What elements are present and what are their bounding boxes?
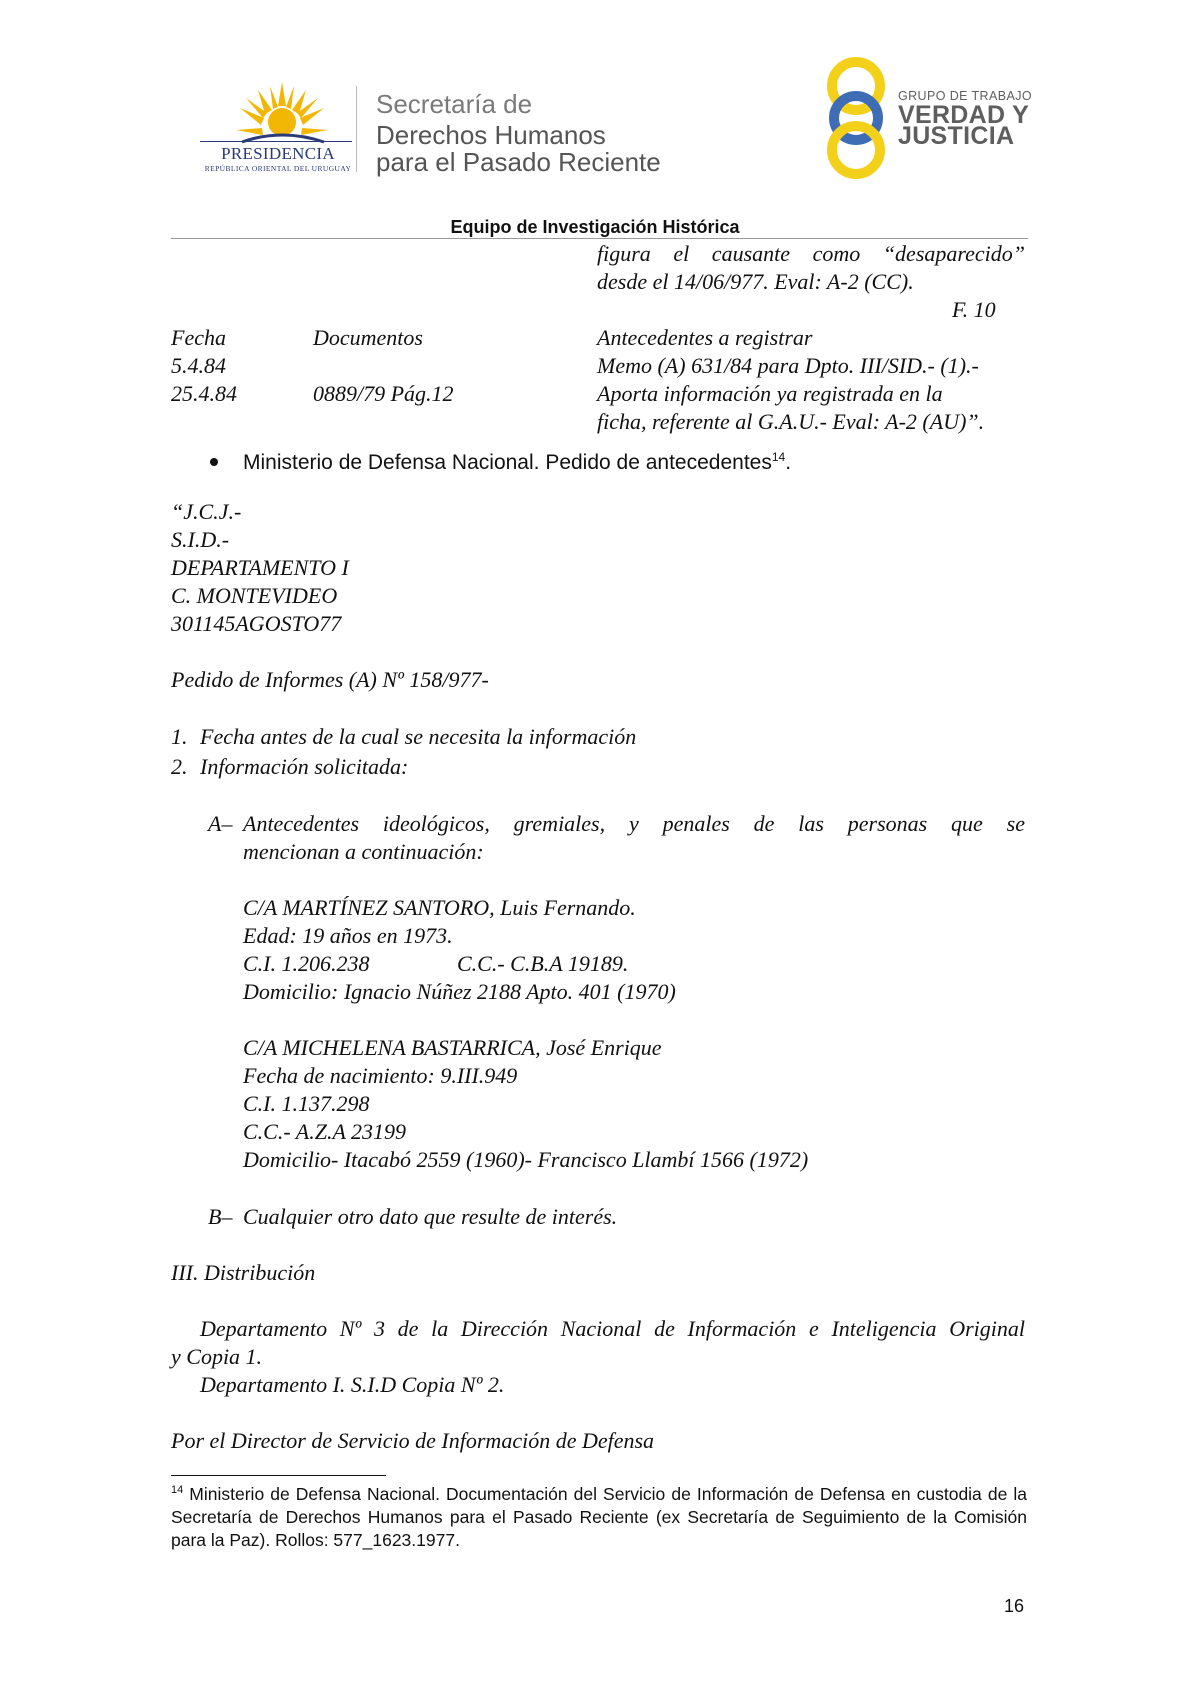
person-1-cc: C.C.- C.B.A 19189. bbox=[457, 951, 629, 976]
footnote bbox=[171, 1483, 1027, 1552]
secretaria-line-1: Secretaría de bbox=[376, 89, 533, 119]
table-header-antecedentes: Antecedentes a registrar bbox=[597, 325, 813, 350]
item-a-line-2: mencionan a continuación: bbox=[243, 839, 484, 864]
memo-line-5: 301145AGOSTO77 bbox=[171, 611, 342, 636]
memo-line-3: DEPARTAMENTO I bbox=[171, 555, 349, 580]
person-1-name: C/A MARTÍNEZ SANTORO, Luis Fernando. bbox=[243, 895, 636, 920]
numbered-2-text: Información solicitada: bbox=[200, 754, 409, 779]
signature-line: Por el Director de Servicio de Información de Defensa bbox=[171, 1428, 655, 1453]
pedido-informes: Pedido de Informes (A) Nº 158/977- bbox=[171, 667, 489, 692]
presidencia-wordmark: PRESIDENCIA bbox=[221, 144, 335, 163]
justicia-label: JUSTICIA bbox=[898, 122, 1015, 150]
table-row-1-fecha: 5.4.84 bbox=[171, 353, 226, 378]
numbered-1-text: Fecha antes de la cual se necesita la información bbox=[200, 724, 637, 749]
item-a-label: A– bbox=[208, 811, 233, 836]
bullet-heading bbox=[243, 451, 791, 475]
presidencia-rule bbox=[200, 141, 352, 142]
page-number: 16 bbox=[1004, 1596, 1025, 1616]
table-row-2-continuation: ficha, referente al G.A.U.- Eval: A-2 (AU)”. bbox=[597, 409, 985, 434]
distribution-line-2: y Copia 1. bbox=[171, 1344, 263, 1369]
bullet-text: Ministerio de Defensa Nacional. Pedido de antecedentes bbox=[243, 451, 772, 474]
bullet-dot bbox=[210, 458, 218, 466]
person-2-birth: Fecha de nacimiento: 9.III.949 bbox=[243, 1063, 518, 1088]
logo-divider bbox=[356, 86, 357, 172]
numbered-1-num: 1. bbox=[171, 724, 188, 749]
footnote-rule bbox=[171, 1475, 386, 1476]
memo-line-2: S.I.D.- bbox=[171, 527, 230, 552]
verdad-label: VERDAD Y bbox=[898, 101, 1030, 129]
header-rule bbox=[171, 238, 1028, 239]
footnote-ref[interactable]: 14 bbox=[771, 450, 786, 464]
secretaria-line-3: para el Pasado Reciente bbox=[376, 147, 661, 177]
table-row-1-antecedentes: Memo (A) 631/84 para Dpto. III/SID.- (1).- bbox=[597, 353, 979, 378]
table-row-2-antecedentes: Aporta información ya registrada en la bbox=[597, 381, 943, 406]
folio-number: F. 10 bbox=[952, 297, 996, 322]
table-header-fecha: Fecha bbox=[171, 325, 226, 350]
item-a-line-1: Antecedentes ideológicos, gremiales, y penales de las personas que se bbox=[243, 811, 1025, 836]
presidencia-sun-logo bbox=[232, 80, 332, 150]
person-2-ci: C.I. 1.137.298 bbox=[243, 1091, 370, 1116]
page-header bbox=[0, 0, 1190, 215]
footnote-number: 14 bbox=[171, 1484, 184, 1497]
person-2-address: Domicilio- Itacabó 2559 (1960)- Francisco Llambí 1566 (1972) bbox=[243, 1147, 809, 1172]
table-header-documentos: Documentos bbox=[313, 325, 423, 350]
distribution-line-3: Departamento I. S.I.D Copia Nº 2. bbox=[200, 1372, 505, 1397]
table-row-2-fecha: 25.4.84 bbox=[171, 381, 237, 406]
item-b-label: B– bbox=[208, 1204, 233, 1229]
republica-wordmark: REPÚBLICA ORIENTAL DEL URUGUAY bbox=[204, 164, 352, 173]
distribution-line-1: Departamento Nº 3 de la Dirección Nacional de Información e Inteligencia Original bbox=[200, 1316, 1025, 1341]
person-1-address: Domicilio: Ignacio Núñez 2188 Apto. 401 (1970) bbox=[243, 979, 676, 1004]
memo-line-4: C. MONTEVIDEO bbox=[171, 583, 338, 608]
person-2-name: C/A MICHELENA BASTARRICA, José Enrique bbox=[243, 1035, 662, 1060]
top-continuation-line-2: desde el 14/06/977. Eval: A-2 (CC). bbox=[597, 269, 914, 294]
memo-line-1: “J.C.J.- bbox=[171, 499, 242, 524]
grupo-trabajo-label: GRUPO DE TRABAJO bbox=[898, 89, 1032, 103]
footnote-text: Ministerio de Defensa Nacional. Documentación del Servicio de Información de Defensa en custodia de la Secretaría de Derechos Humanos para el Pasado Reciente (ex Secretaría de Seguimiento de la Comisión para la Paz). Rollos: 577_1623.1977. bbox=[171, 1484, 1027, 1550]
numbered-2-num: 2. bbox=[171, 754, 188, 779]
bullet-end: . bbox=[785, 451, 792, 474]
top-continuation-line-1: figura el causante como “desaparecido” bbox=[597, 241, 1025, 266]
distribution-title: III. Distribución bbox=[171, 1260, 316, 1285]
person-1-age: Edad: 19 años en 1973. bbox=[243, 923, 453, 948]
table-row-2-documentos: 0889/79 Pág.12 bbox=[313, 381, 454, 406]
person-2-cc: C.C.- A.Z.A 23199 bbox=[243, 1119, 406, 1144]
team-title: Equipo de Investigación Histórica bbox=[450, 217, 740, 237]
item-b-text: Cualquier otro dato que resulte de interés. bbox=[243, 1204, 618, 1229]
verdad-justicia-logo bbox=[820, 56, 892, 180]
person-1-ci: C.I. 1.206.238 bbox=[243, 951, 370, 976]
secretaria-line-2: Derechos Humanos bbox=[376, 120, 606, 150]
